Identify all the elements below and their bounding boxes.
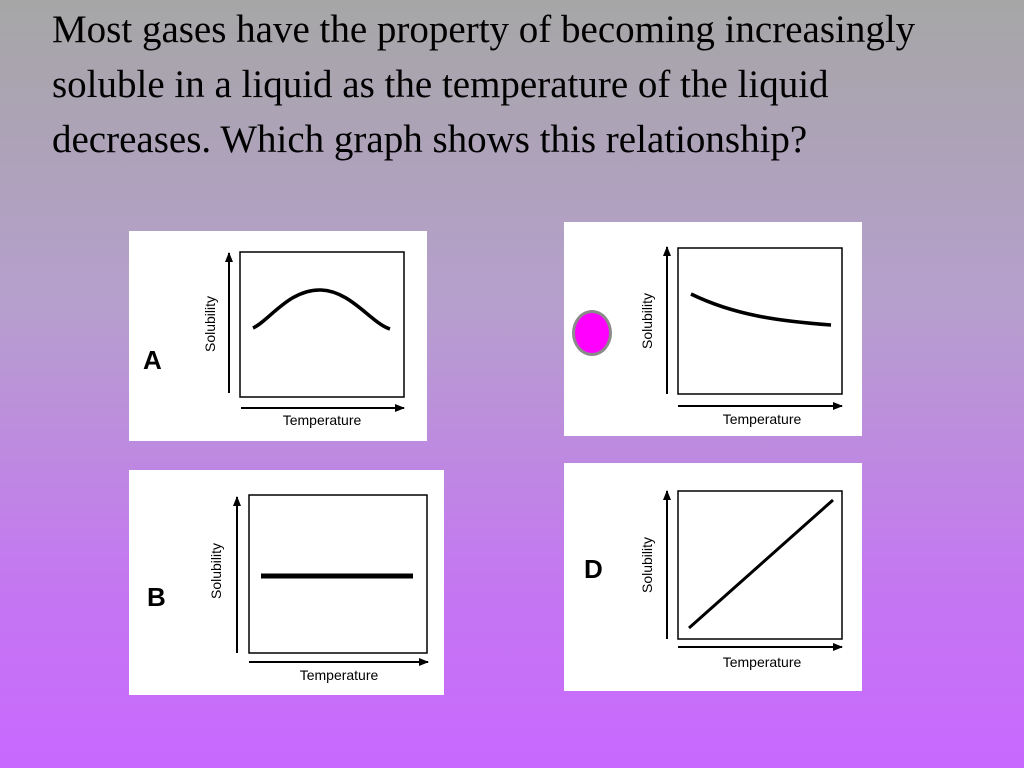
- y-axis-label: Solubility: [208, 542, 224, 600]
- graph-d-chart: [564, 463, 862, 691]
- y-axis-label: Solubility: [202, 295, 218, 353]
- selected-answer-marker: [572, 310, 612, 356]
- y-axis-label: Solubility: [639, 536, 655, 594]
- graph-choice-a[interactable]: [129, 231, 427, 441]
- graph-choice-b[interactable]: [129, 470, 444, 695]
- x-axis-label: Temperature: [722, 411, 802, 427]
- x-axis-label: Temperature: [282, 412, 362, 428]
- x-axis-label: Temperature: [722, 654, 802, 670]
- choice-letter-b: B: [147, 582, 166, 612]
- increasing-line: [689, 500, 833, 628]
- question-text: Most gases have the property of becoming increasingly soluble in a liquid as the temperature of the liquid decreases. Which graph shows this relationship?: [52, 8, 916, 161]
- choice-letter-a: A: [143, 345, 162, 375]
- graph-choice-d[interactable]: [564, 463, 862, 691]
- decreasing-curve: [691, 294, 831, 325]
- graph-a-chart: [129, 231, 427, 441]
- graph-b-chart: [129, 470, 444, 695]
- bell-curve: [253, 290, 390, 329]
- y-axis-label: Solubility: [639, 292, 655, 350]
- plot-frame: [678, 248, 842, 394]
- x-axis-label: Temperature: [299, 667, 379, 683]
- choice-letter-d: D: [584, 554, 603, 584]
